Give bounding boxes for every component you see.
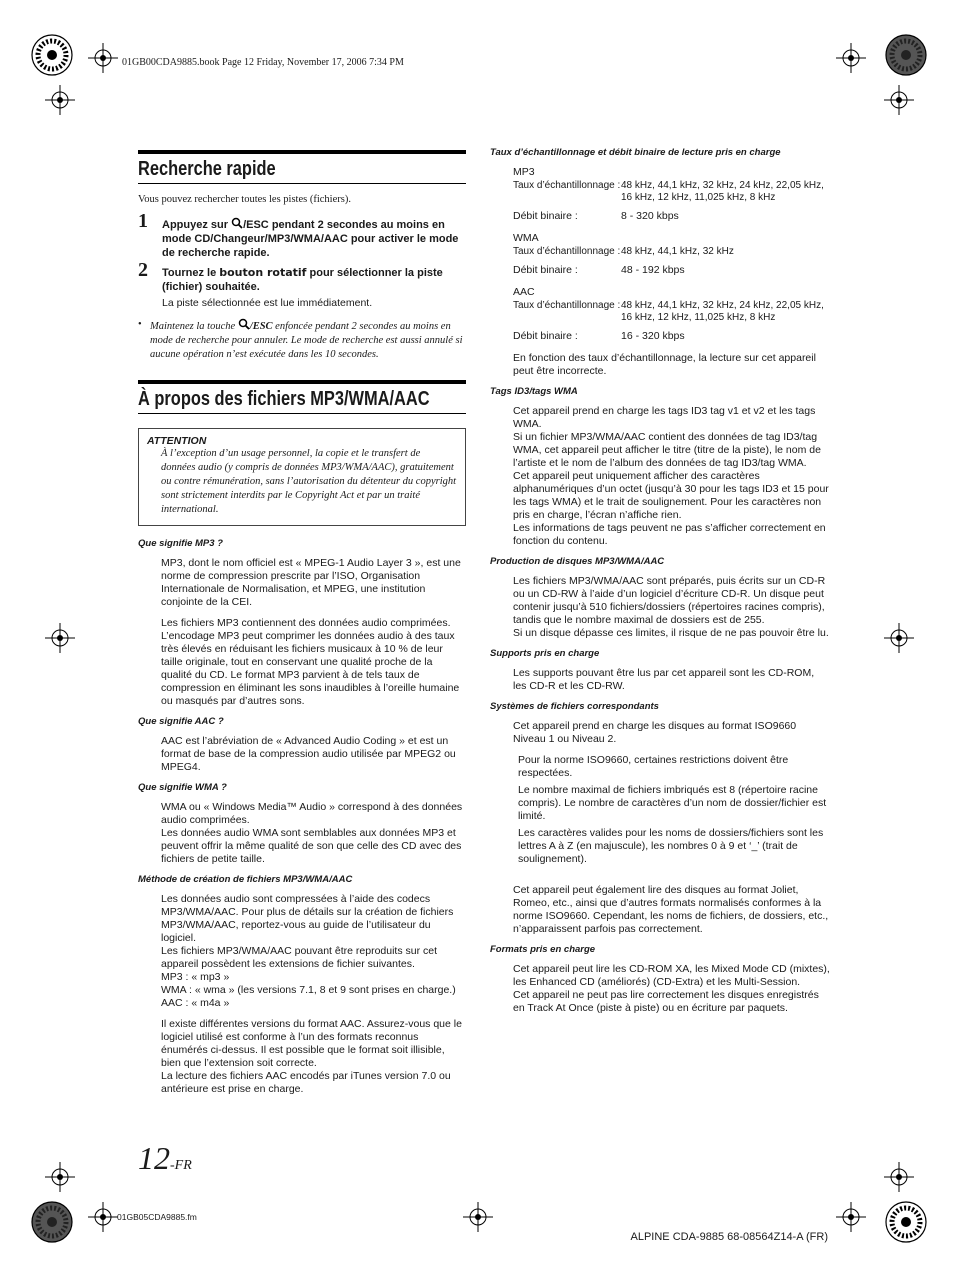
paragraph: AAC est l’abréviation de « Advanced Audio Coding » et est un format de base de la compression audio utilisée par MPEG2 ou MPEG4. [161,735,456,773]
subheading-production: Production de disques MP3/WMA/AAC [490,556,665,567]
spec-key: Débit binaire : [513,330,578,342]
paragraph: Les données audio sont compressées à l’aide des codecs MP3/WMA/AAC. Pour plus de détails sur la création de fichiers MP3/WMA/AAC, reportez-vous au guide de l’utilisateur du logiciel. Les fichiers MP3/WMA/AAC pouvant être reproduits sur cet appareil possèdent les extensions de fichier suivantes. MP3 : « mp3 » WMA : « wma » (les versions 7.1, 8 et 9 sont prises en charge.) AAC : « m4a » [161,893,456,1009]
registration-mark-top-left-circle [30,33,74,77]
paragraph: Les fichiers MP3 contiennent des données audio comprimées. L’encodage MP3 peut comprimer les données audio à des taux très élevés en réduisant les fichiers musicaux à 10 % de leur taille originale, tout en conservant une qualité proche de la qualité du CD. Le format MP3 parvient à de tels taux de compression en éliminant les sons inaudibles à l’oreille humaine ou masqués par d’autres sons. [161,617,460,707]
bullet: • [138,319,142,330]
crosshair-bottom-center [463,1202,493,1232]
spec-value: 48 kHz, 44,1 kHz, 32 kHz, 24 kHz, 22,05 kHz, 16 kHz, 12 kHz, 11,025 kHz, 8 kHz [621,300,824,323]
subheading-supports: Supports pris en charge [490,648,600,659]
spec-row-bitrate [490,210,830,222]
spec-key: Débit binaire : [513,210,578,222]
crosshair-left-bottom [45,1162,75,1192]
spec-key: Débit binaire : [513,264,578,276]
esc-key-label: /ESC [243,219,269,231]
crosshair-left-top [45,85,75,115]
step-number: 1 [138,210,148,232]
step-text: Tournez le [162,267,220,279]
registration-mark-bottom-left-circle [30,1200,74,1244]
crosshair-top-right [836,43,866,73]
step-text: pendant 2 secondes au moins en mode CD/Changeur/MP3/WMA/AAC pour activer le mode de recherche rapide. [162,219,459,259]
crosshair-bottom-left [88,1202,118,1232]
paragraph: Cet appareil prend en charge les tags ID3 tag v1 et v2 et les tags WMA. Si un fichier MP3/WMA/AAC contient des données de tag ID3/tag WMA, cet appareil peut afficher le titre (titre de la piste), le nom de l’artiste et le nom de l’album des données de tag ID3/tag WMA. Cet appareil peut uniquement afficher des caractères alphanumériques d’un octet (jusqu’à 30 pour les tags ID3 et 15 pour les tags WMA) et le trait de soulignement. Pour les caractères non pris en charge, l’écran n’affiche rien. Les informations de tags peuvent ne pas s’afficher correctement en fonction du contenu. [513,405,829,547]
subheading-what-is-mp3: Que signifie MP3 ? [138,538,223,549]
section-title-mp3-wma-aac: À propos des fichiers MP3/WMA/AAC [138,388,430,410]
paragraph: Cet appareil peut également lire des disques au format Joliet, Romeo, etc., ainsi que d’autres formats normalisés conformes à la norme ISO9660. Cependant, les noms de fichiers, de dossiers, etc., n’apparaissent parfois pas correctement. [513,884,829,935]
rotary-knob-label: bouton rotatif [219,266,307,279]
spec-row-bitrate [490,330,830,342]
step-text: Appuyez sur [162,219,232,231]
subheading-tags: Tags ID3/tags WMA [490,386,578,397]
note-cancel [138,318,466,362]
spec-key: Taux d’échantillonnage : [513,246,621,257]
search-icon [231,217,243,229]
section-title-recherche-rapide: Recherche rapide [138,158,276,180]
spec-key: Taux d’échantillonnage : [513,300,621,311]
page-number-suffix: -FR [170,1158,192,1173]
format-label-mp3: MP3 [513,166,535,178]
page-number [138,1140,192,1177]
right-column [490,147,830,1023]
spec-row-bitrate [490,264,830,276]
subheading-what-is-wma: Que signifie WMA ? [138,782,227,793]
search-icon [238,318,250,330]
spec-value: 16 - 320 kbps [621,330,685,342]
paragraph: Le nombre maximal de fichiers imbriqués est 8 (répertoire racine compris). Le nombre de caractères d’un nom de dossier/fichier est limité. [518,784,827,822]
paragraph: Pour la norme ISO9660, certaines restrictions doivent être respectées. [518,754,789,779]
step-text: pour sélectionner la piste (fichier) souhaitée. [162,267,443,293]
paragraph: MP3, dont le nom officiel est « MPEG-1 Audio Layer 3 », est une norme de compression prescrite par l’ISO, Organisation Internationale de Normalisation, et MPEG, une institution conjointe de la CEI. [161,557,461,608]
crosshair-left-middle [45,623,75,653]
note-text: Maintenez la touche [150,321,238,332]
crosshair-right-bottom [884,1162,914,1192]
spec-value: 48 - 192 kbps [621,264,685,276]
paragraph: Les supports pouvant être lus par cet appareil sont les CD-ROM, les CD-R et les CD-RW. [513,667,815,692]
subheading-formats: Formats pris en charge [490,944,596,955]
crosshair-bottom-right [836,1202,866,1232]
file-info-header: 01GB00CDA9885.book Page 12 Friday, November 17, 2006 7:34 PM [122,57,404,68]
spec-row-sampling [490,180,830,204]
paragraph: Les fichiers MP3/WMA/AAC sont préparés, puis écrits sur un CD-R ou un CD-RW à l’aide d’un logiciel d’écriture CD-R. Un disque peut contenir jusqu’à 510 fichiers/dossiers (répertoires racines compris), tandis que le nombre maximal de dossiers est de 255. Si un disque dépasse ces limites, il risque de ne pas pouvoir être lu. [513,575,829,639]
registration-mark-top-right-circle [884,33,928,77]
footer-file-name: 01GB05CDA9885.fm [117,1212,197,1222]
crosshair-top-left [88,43,118,73]
section-bottom-rule [138,183,466,184]
footer-model: ALPINE CDA-9885 68-08564Z14-A (FR) [630,1231,828,1243]
format-label-wma: WMA [513,232,539,244]
registration-mark-bottom-right-circle [884,1200,928,1244]
esc-key-label: /ESC [249,321,273,332]
paragraph: Cet appareil prend en charge les disques au format ISO9660 Niveau 1 ou Niveau 2. [513,720,797,745]
step-2 [138,259,466,310]
subheading-file-systems: Systèmes de fichiers correspondants [490,701,659,712]
note-text: enfoncée pendant 2 secondes au moins en mode de recherche pour annuler. Le mode de recherche est aussi annulé si aucune opération n’est exécutée dans les 10 secondes. [150,321,463,360]
attention-title: ATTENTION [147,435,207,447]
subheading-sampling-rates: Taux d’échantillonnage et débit binaire de lecture pris en charge [490,147,781,158]
spec-row-sampling [490,300,830,324]
spec-row-sampling [490,246,830,258]
page-number-value: 12 [138,1140,170,1176]
paragraph: Cet appareil peut lire les CD-ROM XA, les Mixed Mode CD (mixtes), les Enhanced CD (améliorés) (CD-Extra) et les Multi-Session. Cet appareil ne peut pas lire correctement les disques enregistrés en Track At Once (piste à piste) ou en écriture par paquets. [513,963,830,1014]
subheading-creation-method: Méthode de création de fichiers MP3/WMA/AAC [138,874,353,885]
section-bottom-rule [138,413,466,414]
step-1 [138,210,466,260]
crosshair-right-top [884,85,914,115]
attention-box [138,428,466,526]
spec-key: Taux d’échantillonnage : [513,180,621,191]
step-number: 2 [138,259,148,281]
format-label-aac: AAC [513,286,535,298]
spec-value: 48 kHz, 44,1 kHz, 32 kHz, 24 kHz, 22,05 kHz, 16 kHz, 12 kHz, 11,025 kHz, 8 kHz [621,180,824,203]
subheading-what-is-aac: Que signifie AAC ? [138,716,224,727]
paragraph: WMA ou « Windows Media™ Audio » correspond à des données audio comprimées. Les données audio WMA sont semblables aux données MP3 et peuvent offrir la même qualité de son que celle des CD avec des fichiers de petite taille. [161,801,463,865]
paragraph: Les caractères valides pour les noms de dossiers/fichiers sont les lettres A à Z (en majuscule), les nombres 0 à 9 et ‘_’ (trait de soulignement). [518,827,824,865]
step-subtext: La piste sélectionnée est lue immédiatement. [162,297,373,309]
intro-text: Vous pouvez rechercher toutes les pistes (fichiers). [138,194,351,205]
attention-text: À l’exception d’un usage personnel, la copie et le transfert de données audio (y compris de données MP3/WMA/AAC), gratuitement ou contre rémunération, sans l’autorisation du détenteur du copyright sont strictement interdits par le Copyright Act et par un traité international. [161,448,457,515]
spec-value: 48 kHz, 44,1 kHz, 32 kHz [621,246,734,257]
crosshair-right-middle [884,623,914,653]
spec-value: 8 - 320 kbps [621,210,679,222]
left-column [138,150,466,1104]
paragraph: Il existe différentes versions du format AAC. Assurez-vous que le logiciel utilisé est conforme à l’un des formats reconnus énumérés ci-dessus. Il est possible que le format soit illisible, bien que l’extension soit correcte. La lecture des fichiers AAC encodés par iTunes version 7.0 ou antérieure est prise en charge. [161,1018,462,1095]
paragraph: En fonction des taux d’échantillonnage, la lecture sur cet appareil peut être incorrecte. [513,352,816,377]
